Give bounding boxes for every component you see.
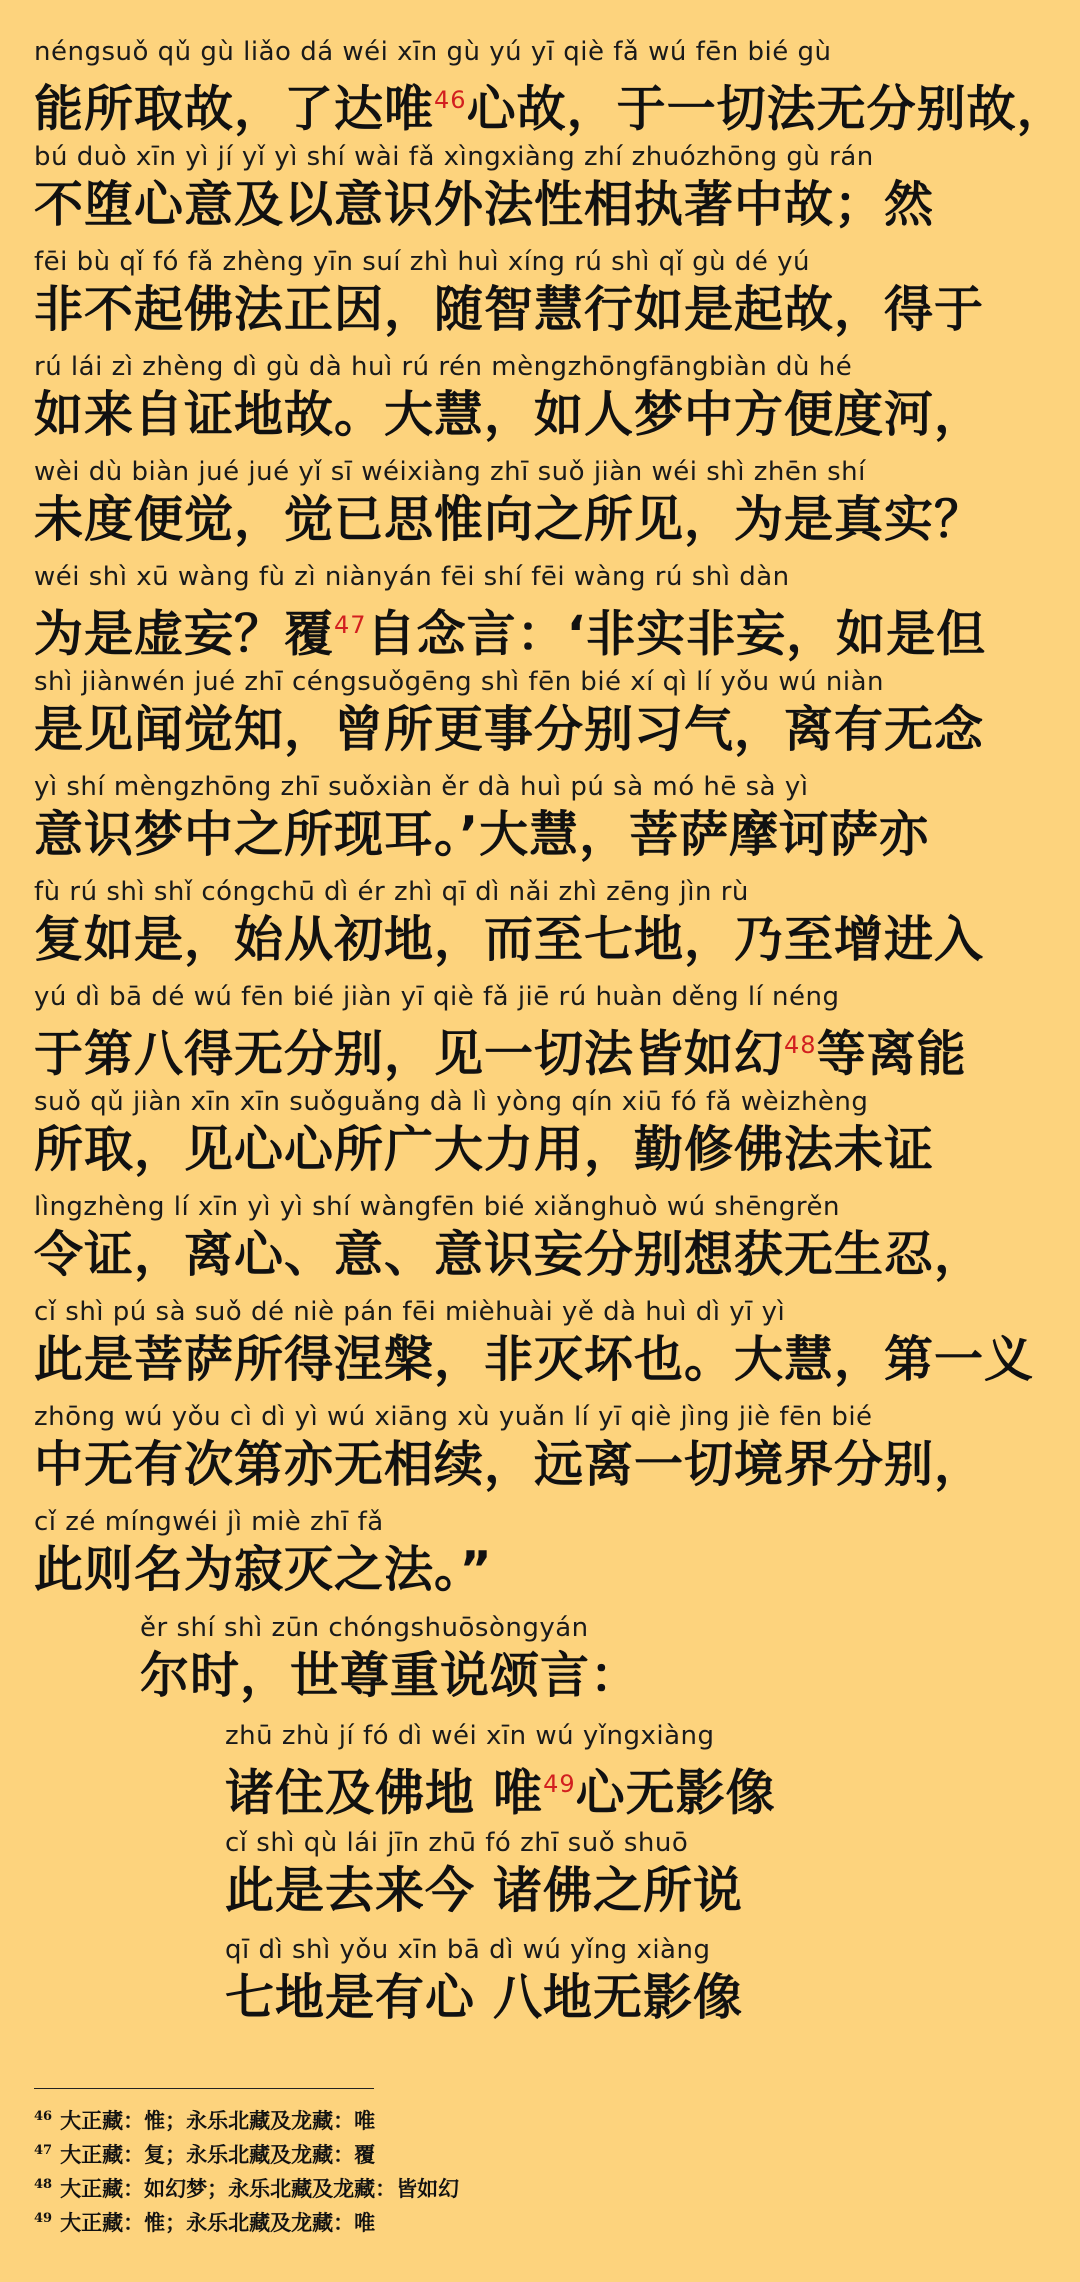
text-line [34, 664, 1046, 769]
pinyin-line: ěr shí shì zūn chóngshuōsòngyán [140, 1613, 589, 1643]
hanzi-line: 令证，离心、意、意识妄分别想获无生忍， [34, 1226, 985, 1283]
hanzi-line: 不堕心意及以意识外法性相执著中故；然 [34, 176, 935, 233]
hanzi-line: 复如是，始从初地，而至七地，乃至增进入 [34, 911, 985, 968]
pinyin-line: lìngzhèng lí xīn yì yì shí wàngfēn bié xiǎnghuò wú shēngrěn [34, 1192, 840, 1222]
pinyin-line: wéi shì xū wàng fù zì niànyán fēi shí fēi wàng rú shì dàn [34, 562, 790, 592]
text-line [34, 139, 1046, 244]
hanzi-line: 能所取故，了达唯$^{46}$心故，于一切法无分别故， [34, 80, 1067, 138]
footnote-number: 46 [34, 2109, 53, 2124]
hanzi-line: 尔时，世尊重说颂言： [140, 1647, 641, 1704]
footnote-text: 大正藏：惟；永乐北藏及龙藏：唯 [60, 2108, 376, 2133]
pinyin-line: zhū zhù jí fó dì wéi xīn wú yǐngxiàng [225, 1721, 715, 1751]
hanzi-line: 非不起佛法正因，随智慧行如是起故，得于 [34, 281, 985, 338]
hanzi-line: 中无有次第亦无相续，远离一切境界分别， [34, 1436, 985, 1493]
hanzi-line: 此是去来今 诸佛之所说 [225, 1862, 744, 1919]
hanzi-line: 所取，见心心所广大力用，勤修佛法未证 [34, 1121, 935, 1178]
pinyin-line: cǐ zé míngwéi jì miè zhī fǎ [34, 1507, 384, 1537]
footnote [34, 2134, 734, 2168]
hanzi-line: 于第八得无分别，见一切法皆如幻$^{48}$等离能 [34, 1025, 967, 1083]
text-line [34, 874, 1046, 979]
pinyin-line: wèi dù biàn jué jué yǐ sī wéixiàng zhī suǒ jiàn wéi shì zhēn shí [34, 457, 866, 487]
verse-intro [140, 1610, 1080, 1706]
hanzi-line: 未度便觉，觉已思惟向之所见，为是真实？ [34, 491, 985, 548]
pinyin-line: cǐ shì pú sà suǒ dé niè pán fēi mièhuài yě dà huì dì yī yì [34, 1297, 786, 1327]
text-line [34, 34, 1067, 139]
hanzi-line: 此是菩萨所得涅槃，非灭坏也。大慧，第一义 [34, 1331, 1035, 1388]
text-line [34, 979, 1046, 1084]
footnote-number: 48 [34, 2177, 53, 2192]
hanzi-line: 意识梦中之所现耳。’大慧，菩萨摩诃萨亦 [34, 806, 930, 863]
pinyin-line: zhōng wú yǒu cì dì yì wú xiāng xù yuǎn lí yī qiè jìng jiè fēn bié [34, 1402, 873, 1432]
hanzi-line: 如来自证地故。大慧，如人梦中方便度河， [34, 386, 985, 443]
footnote-marker[interactable]: 49 [543, 1770, 576, 1798]
hanzi-line: 诸住及佛地 唯$^{49}$心无影像 [225, 1764, 776, 1822]
hanzi-line: 此则名为寂灭之法。” [34, 1541, 493, 1598]
text-line [34, 1294, 1046, 1399]
verse-line [225, 1932, 1080, 2028]
text-line [34, 1399, 1046, 1504]
verse-line [225, 1825, 1080, 1921]
footnote [34, 2100, 734, 2134]
hanzi-line: 为是虚妄？覆$^{47}$自念言：‘非实非妄，如是但 [34, 605, 987, 663]
footnote-divider [34, 2088, 374, 2089]
pinyin-line: rú lái zì zhèng dì gù dà huì rú rén mèngzhōngfāngbiàn dù hé [34, 352, 853, 382]
text-line [34, 1084, 1046, 1189]
text-line [34, 1189, 1046, 1294]
text-line [34, 349, 1046, 454]
footnotes [34, 2100, 734, 2236]
footnote [34, 2202, 734, 2236]
text-line [34, 244, 1046, 349]
footnote-marker[interactable]: 46 [434, 86, 467, 114]
footnote [34, 2168, 734, 2202]
pinyin-line: cǐ shì qù lái jīn zhū fó zhī suǒ shuō [225, 1828, 689, 1858]
pinyin-line: fù rú shì shǐ cóngchū dì ér zhì qī dì nǎi zhì zēng jìn rù [34, 877, 749, 907]
footnote-marker[interactable]: 48 [784, 1031, 817, 1059]
verse-line [225, 1718, 1080, 1822]
text-line [34, 559, 1046, 664]
footnote-text: 大正藏：惟；永乐北藏及龙藏：唯 [60, 2210, 376, 2235]
hanzi-line: 是见闻觉知，曾所更事分别习气，离有无念 [34, 701, 985, 758]
pinyin-line: yì shí mèngzhōng zhī suǒxiàn ěr dà huì pú sà mó hē sà yì [34, 772, 809, 802]
text-line [34, 1504, 1046, 1609]
pinyin-line: fēi bù qǐ fó fǎ zhèng yīn suí zhì huì xíng rú shì qǐ gù dé yú [34, 247, 811, 277]
pinyin-line: yú dì bā dé wú fēn bié jiàn yī qiè fǎ jiē rú huàn děng lí néng [34, 982, 840, 1012]
text-line [34, 769, 1046, 874]
hanzi-line: 七地是有心 八地无影像 [225, 1969, 744, 2026]
pinyin-line: suǒ qǔ jiàn xīn xīn suǒguǎng dà lì yòng qín xiū fó fǎ wèizhèng [34, 1087, 869, 1117]
pinyin-line: bú duò xīn yì jí yǐ yì shí wài fǎ xìngxiàng zhí zhuózhōng gù rán [34, 142, 874, 172]
pinyin-line: qī dì shì yǒu xīn bā dì wú yǐng xiàng [225, 1935, 711, 1965]
prose-block [34, 34, 1067, 1609]
text-line [34, 454, 1046, 559]
footnote-text: 大正藏：如幻梦；永乐北藏及龙藏：皆如幻 [60, 2176, 460, 2201]
footnote-number: 47 [34, 2143, 53, 2158]
footnote-number: 49 [34, 2211, 53, 2226]
pinyin-line: néngsuǒ qǔ gù liǎo dá wéi xīn gù yú yī qiè fǎ wú fēn bié gù [34, 37, 832, 67]
pinyin-line: shì jiànwén jué zhī céngsuǒgēng shì fēn bié xí qì lí yǒu wú niàn [34, 667, 885, 697]
footnote-text: 大正藏：复；永乐北藏及龙藏：覆 [60, 2142, 376, 2167]
footnote-marker[interactable]: 47 [334, 611, 367, 639]
